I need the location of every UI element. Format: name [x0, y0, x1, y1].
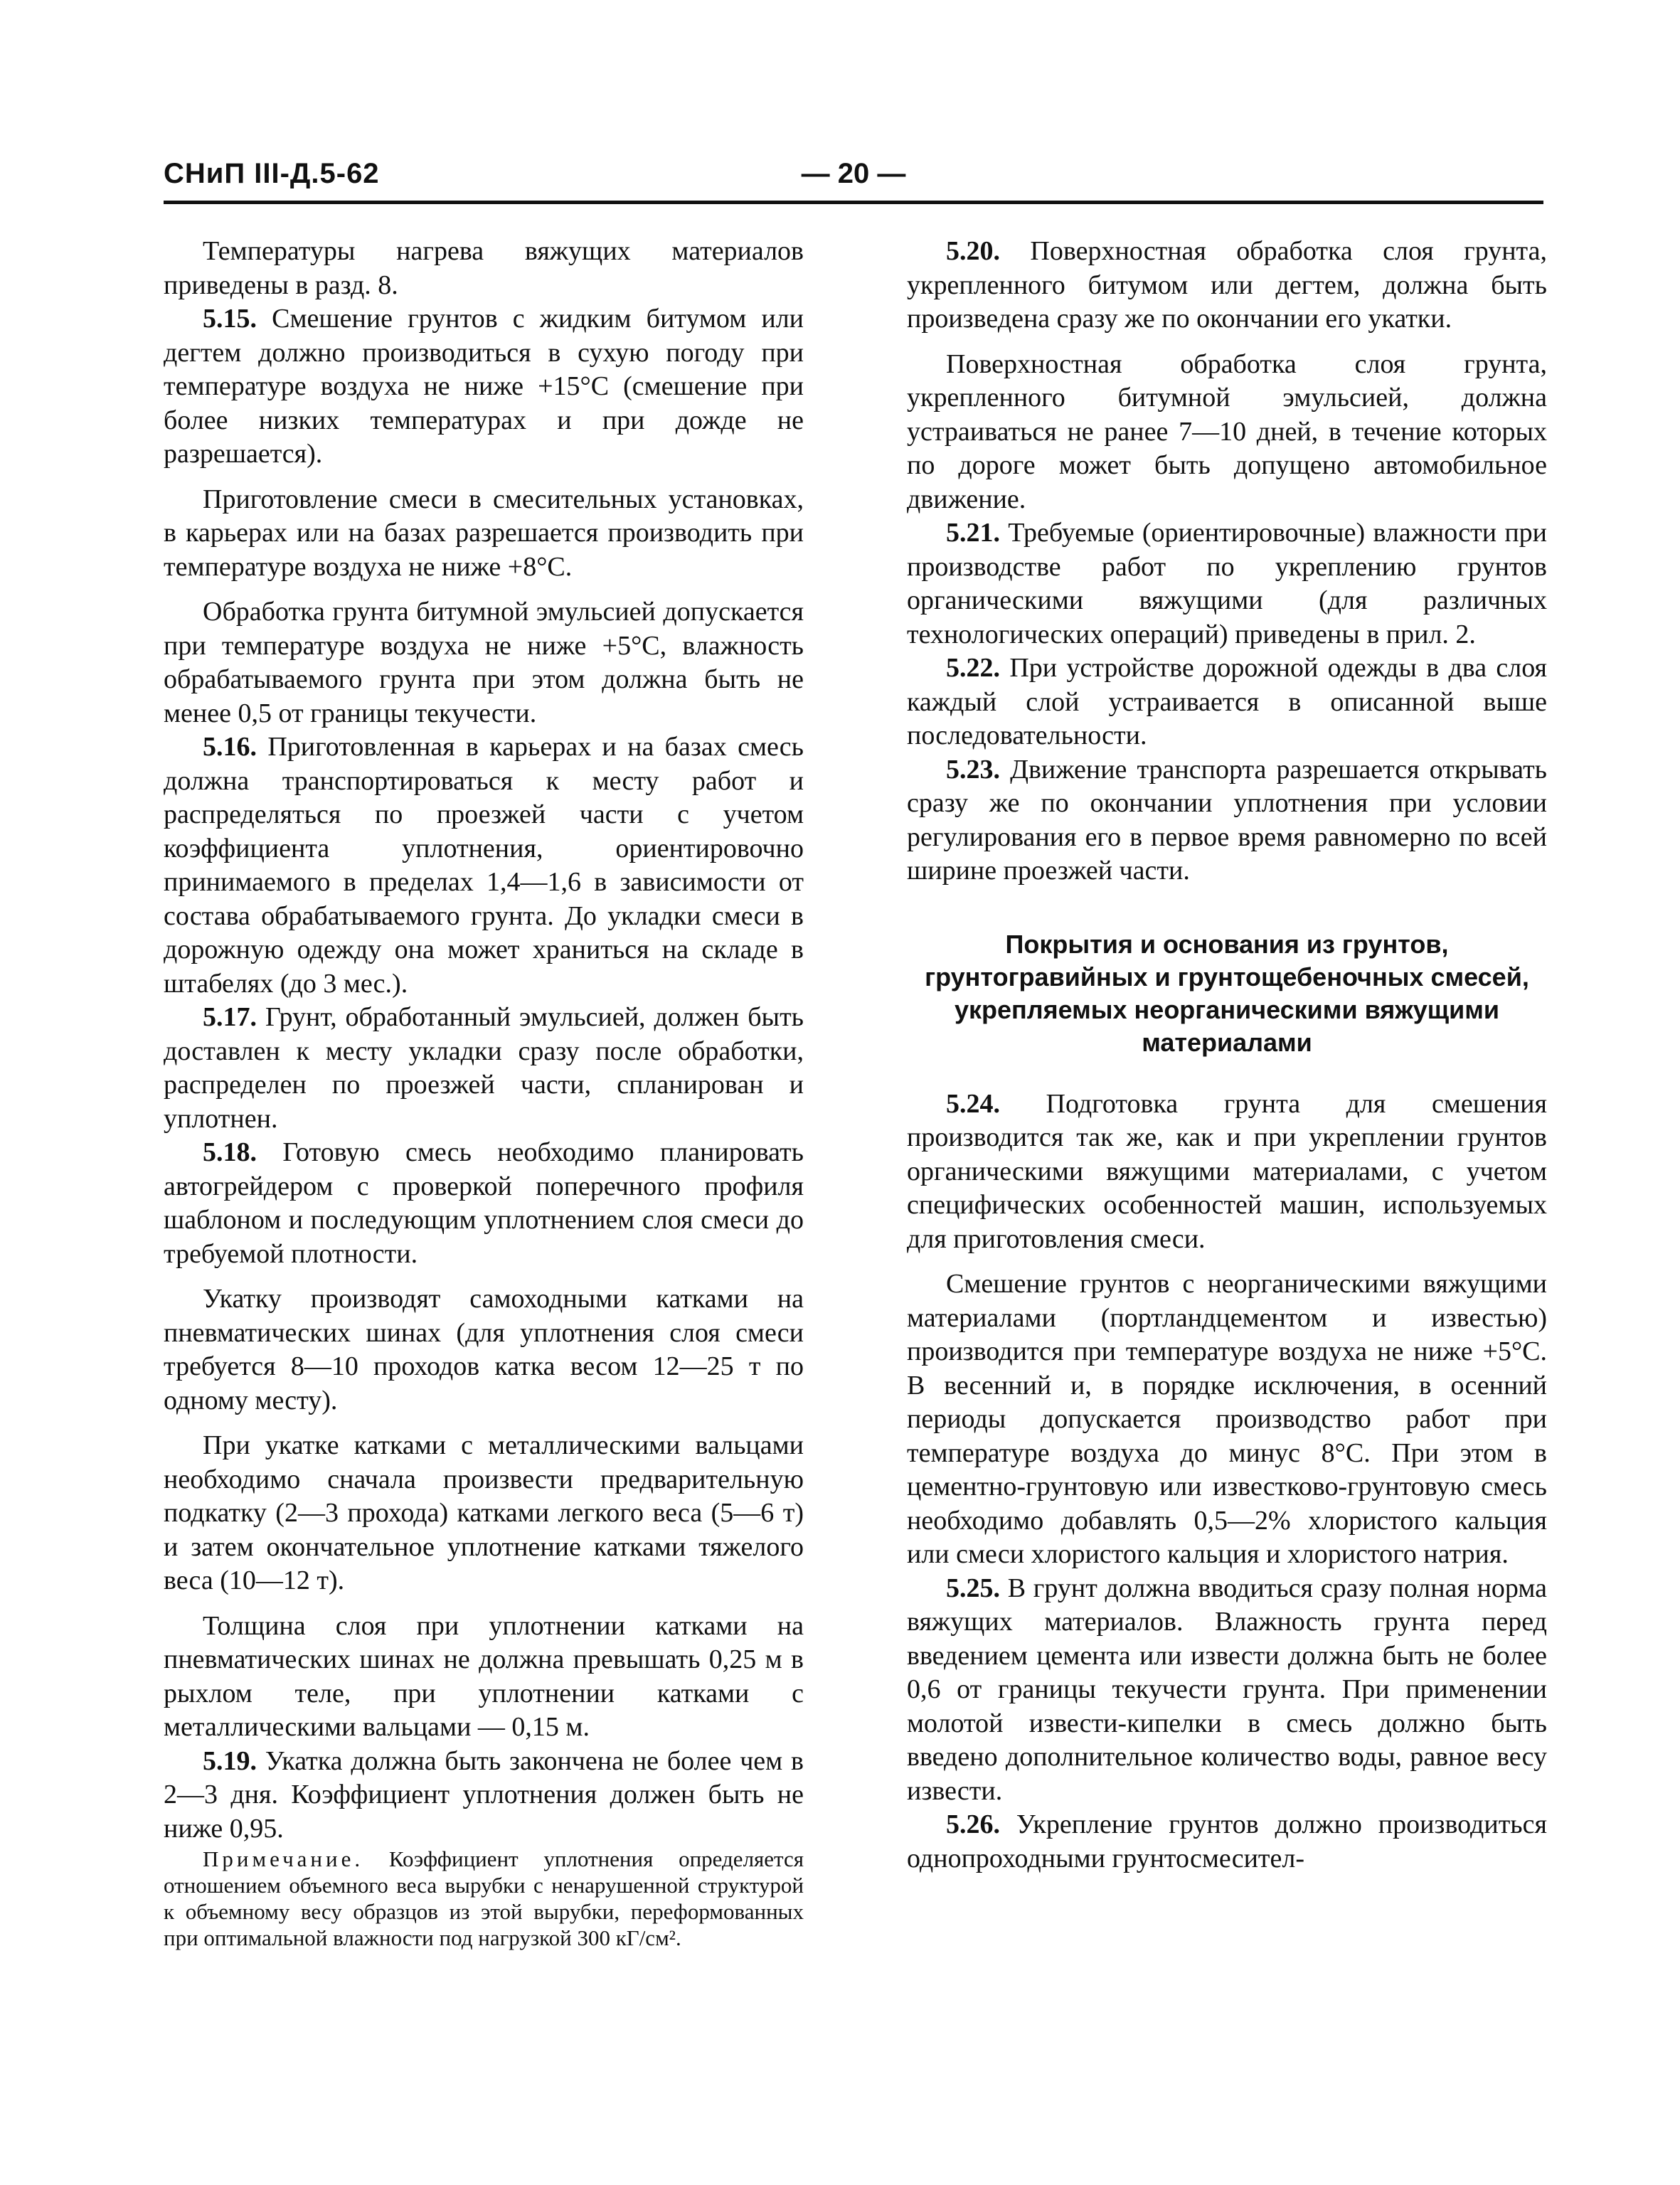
clause-text: Укрепление грунтов должно производиться однопроходными грунтосмесител- [907, 1809, 1547, 1873]
clause-text: В грунт должна вводиться сразу полная норма вяжущих материалов. Влажность грунта перед введением цемента или извести должна быть не более 0,6 от границы текучести грунта. При применении молотой извести-кипелки в смесь должно быть введено дополнительное количество воды, равное весу извести. [907, 1573, 1548, 1806]
clause-number: 5.23. [946, 754, 1000, 785]
clause-number: 5.18. [203, 1137, 257, 1167]
clause-text: При устройстве дорожной одежды в два слоя каждый слой устраивается в описанной выше последовательности. [907, 653, 1547, 750]
clause-5-17 [164, 1001, 804, 1136]
clause-number: 5.16. [203, 732, 257, 762]
paragraph-text: Обработка грунта битумной эмульсией допускается при температуре воздуха не ниже +5°С, влажность обрабатываемого грунта при этом должна быть не менее 0,5 от границы текучести. [164, 597, 804, 728]
clause-5-20 [907, 235, 1547, 336]
paragraph-text: Толщина слоя при уплотнении катками на пневматических шинах не должна превышать 0,25 м в рыхлом теле, при уплотнении катками с металлическими вальцами — 0,15 м. [164, 1610, 804, 1742]
clause-text: Подготовка грунта для смешения производится так же, как и при укреплении грунтов органическими вяжущими материалами, с учетом специфических особенностей машин, используемых для приготовления смеси. [907, 1088, 1547, 1254]
paragraph-text: При укатке катками с металлическими вальцами необходимо сначала произвести предварительную подкатку (2—3 прохода) катками легкого веса (5—6 т) и затем окончательное уплотнение катками тяжелого веса (10—12 т). [164, 1430, 804, 1595]
section-heading: Покрытия и основания из грунтов, грунтогравийных и грунтощебеночных смесей, укрепляемых неорганическими вяжущими материалами [925, 929, 1529, 1057]
paragraph-text: Приготовление смеси в смесительных установках, в карьерах или на базах разрешается производить при температуре воздуха не ниже +8°С. [164, 484, 804, 582]
paragraph [164, 1429, 804, 1598]
clause-text: Готовую смесь необходимо планировать автогрейдером с проверкой поперечного профиля шаблоном и последующим уплотнением слоя смеси до требуемой плотности. [164, 1137, 804, 1269]
clause-number: 5.24. [946, 1088, 1000, 1119]
header-rule [164, 201, 1543, 204]
clause-5-25 [907, 1572, 1547, 1809]
clause-number: 5.26. [946, 1809, 1000, 1839]
clause-number: 5.17. [203, 1002, 257, 1032]
clause-text: Укатка должна быть закончена не более чем в 2—3 дня. Коэффициент уплотнения должен быть не ниже 0,95. [164, 1745, 804, 1844]
paragraph [164, 235, 804, 302]
clause-5-15 [164, 302, 804, 472]
paragraph [164, 595, 804, 730]
paragraph-text: Температуры нагрева вяжущих материалов приведены в разд. 8. [164, 236, 804, 300]
clause-5-19 [164, 1745, 804, 1846]
document-code: СНиП III-Д.5-62 [164, 158, 380, 189]
note-lead: Примечание. [203, 1846, 364, 1871]
paragraph-text: Укатку производят самоходными катками на пневматических шинах (для уплотнения слоя смеси требуется 8—10 проходов катка весом 12—25 т по одному месту). [164, 1284, 804, 1415]
clause-5-26 [907, 1808, 1547, 1876]
paragraph [907, 348, 1547, 517]
page-header [164, 158, 1543, 201]
clause-5-21 [907, 516, 1547, 652]
paragraph [907, 1267, 1547, 1572]
clause-5-24 [907, 1088, 1547, 1257]
clause-number: 5.25. [946, 1573, 1000, 1603]
left-column [164, 235, 804, 1951]
paragraph-text: Поверхностная обработка слоя грунта, укрепленного битумной эмульсией, должна устраиваться не ранее 7—10 дней, в течение которых по дороге может быть допущено автомобильное движение. [907, 349, 1547, 514]
clause-text: Смешение грунтов с жидким битумом или дегтем должно производиться в сухую погоду при температуре воздуха не ниже +15°С (смешение при более низких температурах и при дожде не разрешается). [164, 304, 804, 469]
clause-number: 5.21. [946, 518, 1000, 548]
clause-text: Приготовленная в карьерах и на базах смесь должна транспортироваться к месту работ и распределяться по проезжей части с учетом коэффициента уплотнения, ориентировочно принимаемого в пределах 1,4—1,6 в зависимости от состава обрабатываемого грунта. До укладки смеси в дорожную одежду она может храниться на складе в штабелях (до 3 мес.). [164, 732, 804, 999]
clause-5-23 [907, 753, 1547, 888]
note-text: Коэффициент уплотнения определяется отношением объемного веса вырубки с ненарушенной структурой к объемному весу образцов из этой вырубки, переформованных при оптимальной влажности под нагрузкой 300 кГ/см². [164, 1846, 804, 1950]
paragraph [164, 483, 804, 585]
clause-number: 5.20. [946, 236, 1000, 266]
clause-number: 5.15. [203, 304, 257, 334]
paragraph [164, 1610, 804, 1745]
clause-5-16 [164, 730, 804, 1001]
clause-5-22 [907, 652, 1547, 753]
clause-text: Поверхностная обработка слоя грунта, укрепленного битумом или дегтем, должна быть произведена сразу же по окончании его укатки. [907, 236, 1547, 334]
clause-number: 5.22. [946, 653, 1000, 683]
clause-text: Движение транспорта разрешается открывать сразу же по окончании уплотнения при условии регулирования его в первое время равномерно по всей ширине проезжей части. [907, 754, 1548, 886]
paragraph [164, 1282, 804, 1418]
clause-number: 5.19. [203, 1745, 257, 1776]
footnote [164, 1846, 804, 1951]
right-column [907, 235, 1547, 1876]
page-number: — 20 — [801, 158, 906, 189]
clause-text: Требуемые (ориентировочные) влажности при производстве работ по укреплению грунтов органическими вяжущими (для различных технологических операций) приведены в прил. 2. [907, 518, 1547, 649]
clause-text: Грунт, обработанный эмульсией, должен быть доставлен к месту укладки сразу после обработки, распределен по проезжей части, спланирован и уплотнен. [164, 1002, 804, 1134]
paragraph-text: Смешение грунтов с неорганическими вяжущими материалами (портландцементом и известью) производится при температуре воздуха не ниже +5°С. В весенний и, в порядке исключения, в осенний периоды допускается производство работ при температуре воздуха до минус 8°С. При этом в цементно-грунтовую или известково-грунтовую смесь необходимо добавлять 0,5—2% хлористого кальция или смеси хлористого кальция и хлористого натрия. [907, 1269, 1547, 1569]
clause-5-18 [164, 1136, 804, 1271]
